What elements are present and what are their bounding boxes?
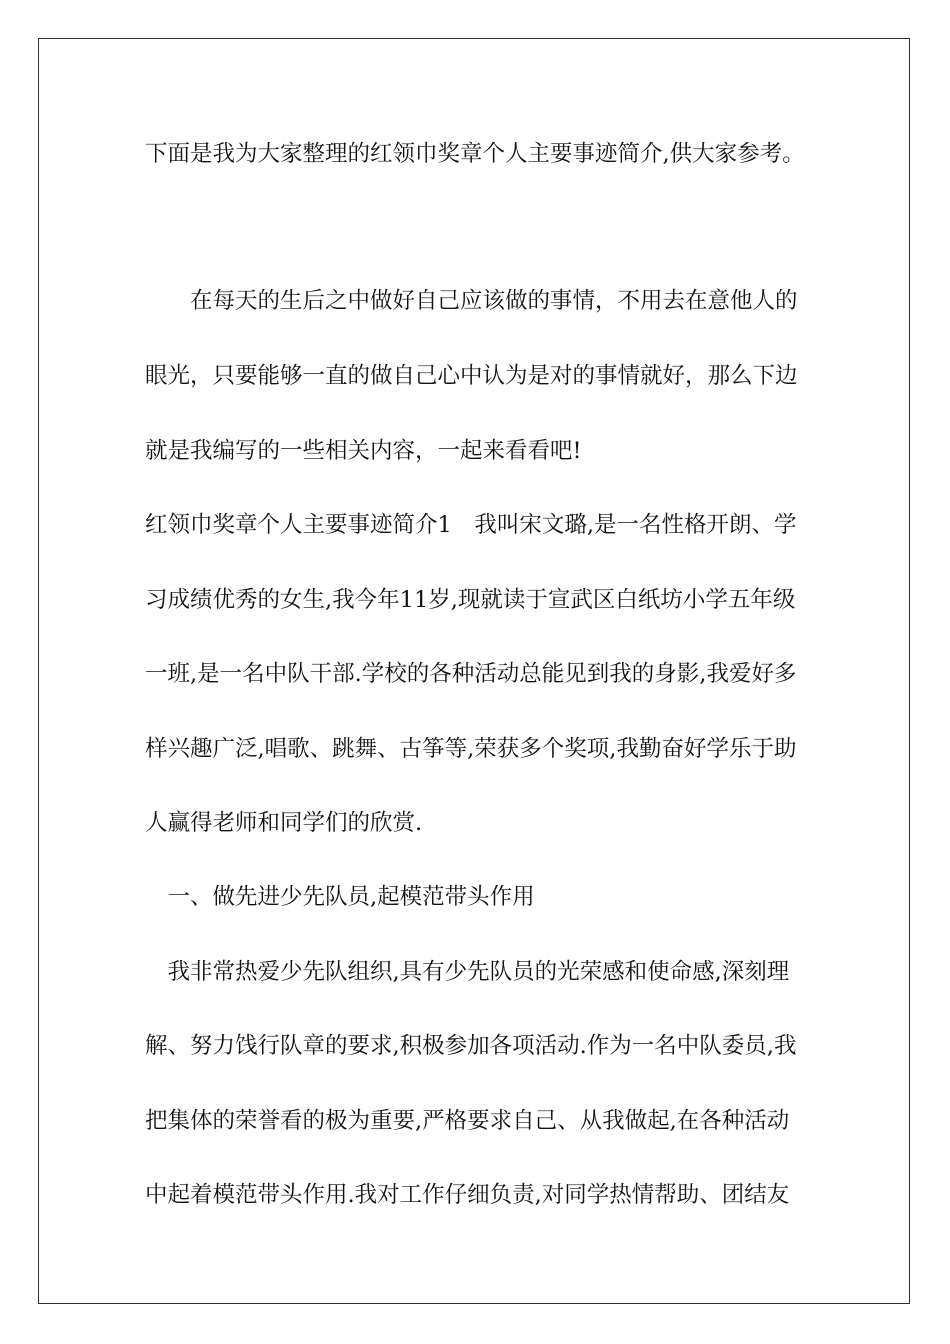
text-line: 一班,是一名中队干部.学校的各种活动总能见到我的身影,我爱好多	[145, 661, 797, 687]
subheading-line: 一、做先进少先队员,起模范带头作用	[145, 884, 535, 910]
section-heading-line: 红领巾奖章个人主要事迹简介1 我叫宋文璐,是一名性格开朗、学	[145, 512, 797, 538]
text-line: 下面是我为大家整理的红领巾奖章个人主要事迹简介,供大家参考。	[145, 141, 805, 167]
text-line: 习成绩优秀的女生,我今年11岁,现就读于宣武区白纸坊小学五年级	[145, 587, 796, 613]
text-line: 样兴趣广泛,唱歌、跳舞、古筝等,荣获多个奖项,我勤奋好学乐于助	[145, 736, 797, 762]
text-line: 我非常热爱少先队组织,具有少先队员的光荣感和使命感,深刻理	[145, 959, 790, 985]
text-line: 眼光，只要能够一直的做自己心中认为是对的事情就好，那么下边	[145, 363, 798, 389]
text-line: 解、努力饯行队章的要求,积极参加各项活动.作为一名中队委员,我	[145, 1033, 797, 1059]
text-line: 把集体的荣誉看的极为重要,严格要求自己、从我做起,在各种活动	[145, 1108, 790, 1134]
text-line: 人赢得老师和同学们的欣赏.	[145, 810, 423, 836]
text-line: 就是我编写的一些相关内容，一起来看看吧!	[145, 438, 582, 464]
text-line: 在每天的生后之中做好自己应该做的事情，不用去在意他人的	[145, 288, 798, 314]
text-line: 中起着模范带头作用.我对工作仔细负责,对同学热情帮助、团结友	[145, 1182, 790, 1208]
